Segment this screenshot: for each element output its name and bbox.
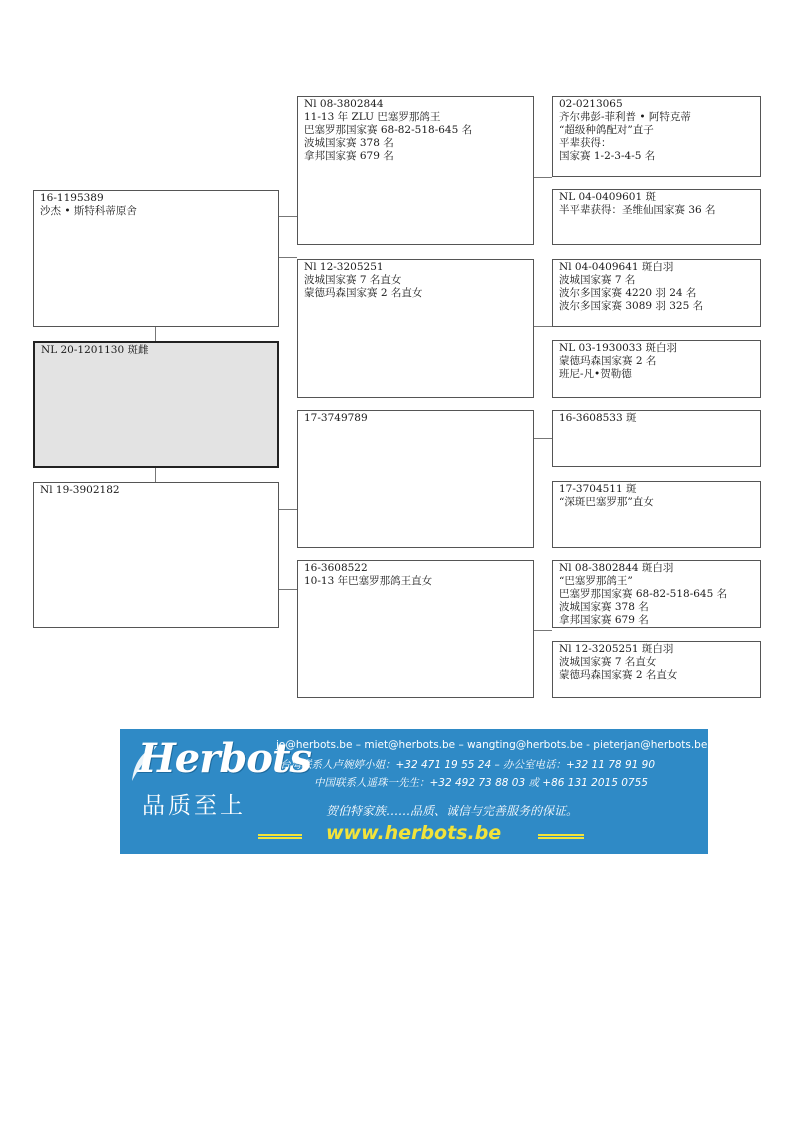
- connector-line: [533, 630, 552, 631]
- sds-info: 波尔多国家赛 3089 羽 325 名: [559, 300, 704, 312]
- dds-info: 波城国家赛 378 名: [559, 601, 649, 613]
- sdd-info: 蒙德玛森国家赛 2 名: [559, 355, 657, 367]
- connector-line: [278, 257, 297, 258]
- sd-ring: Nl 12-3205251: [304, 261, 384, 273]
- dds-info: 巴塞罗那国家赛 68-82-518-645 名: [559, 588, 728, 600]
- ddd-ring: Nl 12-3205251 斑白羽: [559, 643, 674, 655]
- sss-ring: 02-0213065: [559, 98, 623, 110]
- connector-line: [533, 177, 552, 178]
- tagline: 贺伯特家族……品质、诚信与完善服务的保证。: [326, 804, 579, 818]
- dds-ring: Nl 08-3802844 斑白羽: [559, 562, 674, 574]
- sire-box: [33, 190, 279, 327]
- china-contact: 中国联系人遥珠一先生：+32 492 73 88 03 或 +86 131 2015 0755: [314, 777, 648, 789]
- ss-info: 拿邦国家赛 679 名: [304, 150, 394, 162]
- ddd-info: 波城国家赛 7 名直女: [559, 656, 657, 668]
- sss-info: “超级种鸽配对”直子: [559, 124, 654, 136]
- ds-ring: 17-3749789: [304, 412, 368, 424]
- dds-info: “巴塞罗那鸽王”: [559, 575, 633, 587]
- connector-line: [533, 438, 552, 439]
- ss-ring: Nl 08-3802844: [304, 98, 384, 110]
- sd-info: 蒙德玛森国家赛 2 名直女: [304, 287, 423, 299]
- sire-dam-box: [297, 259, 534, 398]
- sds-info: 波城国家赛 7 名: [559, 274, 636, 286]
- sss-info: 国家赛 1-2-3-4-5 名: [559, 150, 656, 162]
- ssd-ring: NL 04-0409601 斑: [559, 191, 657, 203]
- dsd-ring: 17-3704511 斑: [559, 483, 637, 495]
- taiwan-contact: 台湾联系人卢婉婷小姐：+32 471 19 55 24 – 办公室电话：+32 11 78 91 90: [280, 759, 656, 771]
- sss-info: 平辈获得：: [559, 137, 612, 149]
- decorative-rule: [258, 834, 302, 839]
- slogan: 品质至上: [142, 793, 246, 819]
- sire-sire-box: [297, 96, 534, 245]
- ss-info: 11-13 年 ZLU 巴塞罗那鸽王: [304, 111, 441, 123]
- subject-ring: NL 20-1201130 斑雌: [41, 344, 149, 356]
- connector-line: [155, 327, 156, 341]
- connector-line: [278, 509, 297, 510]
- website-link[interactable]: www.herbots.be: [326, 822, 502, 844]
- dsd-info: “深斑巴塞罗那”直女: [559, 496, 654, 508]
- sss-box: [552, 96, 761, 177]
- sdd-ring: NL 03-1930033 斑白羽: [559, 342, 678, 354]
- contact-emails[interactable]: jo@herbots.be – miet@herbots.be – wangting@herbots.be - pieterjan@herbots.be: [276, 739, 708, 751]
- ssd-box: [552, 189, 761, 245]
- herbots-logo: Herbots: [138, 735, 311, 782]
- subject-box: [33, 341, 279, 468]
- sire-ring: 16-1195389: [40, 192, 104, 204]
- dd-info: 10-13 年巴塞罗那鸽王直女: [304, 575, 433, 587]
- connector-line: [278, 589, 297, 590]
- herbots-banner: [120, 729, 708, 854]
- dam-box: [33, 482, 279, 628]
- connector-line: [155, 467, 156, 482]
- ddd-box: [552, 641, 761, 698]
- connector-line: [278, 216, 297, 217]
- ssd-info: 半平辈获得：圣维仙国家赛 36 名: [559, 204, 716, 216]
- sds-info: 波尔多国家赛 4220 羽 24 名: [559, 287, 697, 299]
- dam-sire-box: [297, 410, 534, 548]
- sire-info: 沙杰 • 斯特科蒂原舍: [40, 205, 137, 217]
- sd-info: 波城国家赛 7 名直女: [304, 274, 402, 286]
- sdd-info: 班尼-凡•贺勒德: [559, 368, 632, 380]
- dd-ring: 16-3608522: [304, 562, 368, 574]
- connector-line: [533, 326, 552, 327]
- sds-box: [552, 259, 761, 327]
- sdd-box: [552, 340, 761, 398]
- decorative-rule: [538, 834, 584, 839]
- dds-box: [552, 560, 761, 628]
- dds-info: 拿邦国家赛 679 名: [559, 614, 649, 626]
- sss-info: 齐尔弗彭-菲利普 • 阿特克蒂: [559, 111, 691, 123]
- dam-dam-box: [297, 560, 534, 698]
- ss-info: 波城国家赛 378 名: [304, 137, 394, 149]
- ss-info: 巴塞罗那国家赛 68-82-518-645 名: [304, 124, 473, 136]
- dam-ring: Nl 19-3902182: [40, 484, 120, 496]
- dss-ring: 16-3608533 斑: [559, 412, 637, 424]
- sds-ring: Nl 04-0409641 斑白羽: [559, 261, 674, 273]
- ddd-info: 蒙德玛森国家赛 2 名直女: [559, 669, 678, 681]
- dss-box: [552, 410, 761, 467]
- dsd-box: [552, 481, 761, 548]
